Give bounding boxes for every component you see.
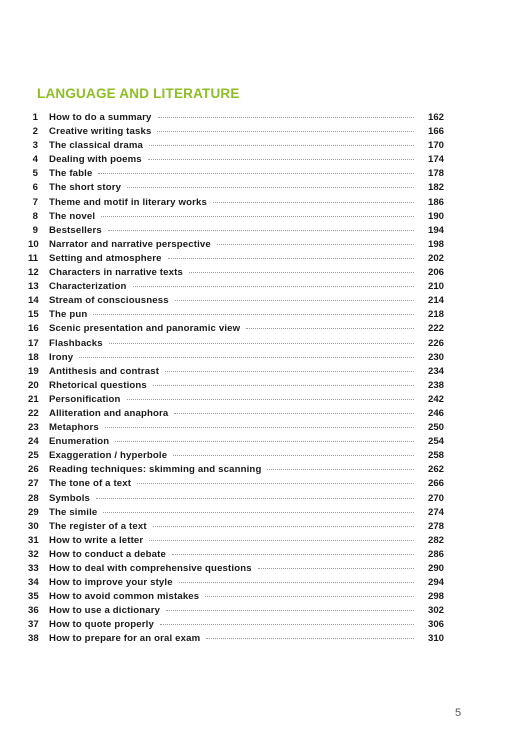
dot-leader	[115, 441, 414, 442]
toc-entry-page: 170	[427, 140, 444, 152]
dot-leader	[179, 582, 414, 583]
toc-entry-page: 178	[427, 168, 444, 180]
toc-entry-number: 20	[28, 379, 39, 391]
toc-entry-title: How to quote properly	[49, 619, 154, 631]
toc-entry-title: Enumeration	[49, 436, 110, 448]
dot-leader	[205, 596, 414, 597]
page-number: 5	[455, 707, 462, 719]
toc-entry-page: 162	[427, 112, 444, 123]
toc-entry-title: Dealing with poems	[49, 154, 142, 166]
toc-entry-page: 294	[427, 577, 444, 589]
toc-entry-page: 246	[427, 407, 444, 419]
toc-entry[interactable]	[28, 492, 444, 506]
toc-entry-number: 36	[28, 605, 39, 617]
toc-entry-title: How to conduct a debate	[49, 548, 166, 560]
toc-entry-number: 5	[32, 168, 38, 180]
toc-entry-title: The tone of a text	[49, 478, 132, 490]
toc-entry-title: Flashbacks	[49, 337, 103, 349]
toc-entry-number: 23	[28, 422, 39, 434]
toc-entry-page: 214	[427, 295, 444, 307]
toc-entry-page: 278	[427, 520, 444, 532]
toc-entry-title: Alliteration and anaphora	[49, 407, 169, 419]
toc-entry-page: 250	[427, 422, 444, 434]
toc-entry-page: 302	[427, 605, 444, 617]
toc-entry-title: The simile	[49, 506, 98, 518]
dot-leader	[160, 624, 414, 625]
toc-entry-title: How to avoid common mistakes	[49, 591, 200, 603]
toc-entry[interactable]	[28, 322, 444, 336]
toc-entry-page: 262	[427, 464, 444, 476]
dot-leader	[213, 202, 414, 203]
toc-entry-number: 12	[28, 267, 39, 279]
toc-entry[interactable]	[28, 111, 444, 125]
dot-leader	[153, 385, 414, 386]
dot-leader	[174, 413, 414, 414]
toc-entry-page: 242	[427, 393, 444, 405]
toc-entry-title: The fable	[49, 168, 93, 180]
toc-entry-title: Personification	[49, 393, 121, 405]
dot-leader	[133, 286, 414, 287]
dot-leader	[189, 272, 414, 273]
toc-entry-page: 258	[427, 450, 444, 462]
toc-entry-title: Bestsellers	[49, 224, 102, 236]
dot-leader	[166, 610, 414, 611]
toc-entry-title: How to prepare for an oral exam	[49, 633, 201, 645]
toc-entry-page: 306	[427, 619, 444, 631]
dot-leader	[127, 187, 414, 188]
toc-entry[interactable]	[28, 562, 444, 576]
toc-entry-number: 4	[32, 154, 38, 166]
toc-entry-title: How to improve your style	[49, 577, 173, 589]
section-title: LANGUAGE AND LITERATURE	[37, 86, 240, 101]
toc-entry-number: 27	[28, 478, 39, 490]
dot-leader	[267, 469, 414, 470]
toc-entry-title: How to use a dictionary	[49, 605, 161, 617]
toc-entry[interactable]	[28, 520, 444, 534]
toc-entry-page: 166	[427, 126, 444, 138]
dot-leader	[258, 568, 414, 569]
toc-entry[interactable]	[28, 125, 444, 139]
toc-entry-title: How to do a summary	[49, 112, 152, 123]
toc-entry[interactable]	[28, 435, 444, 449]
dot-leader	[168, 258, 414, 259]
dot-leader	[172, 554, 414, 555]
toc-entry-title: The register of a text	[49, 520, 147, 532]
toc-entry[interactable]	[28, 506, 444, 520]
dot-leader	[148, 159, 414, 160]
toc-entry-number: 8	[32, 210, 38, 222]
toc-entry[interactable]	[28, 238, 444, 252]
toc-entry-number: 33	[28, 563, 39, 574]
toc-entry-page: 290	[427, 563, 444, 574]
toc-entry-number: 6	[32, 182, 38, 194]
toc-entry-title: The classical drama	[49, 140, 144, 152]
toc-entry-page: 310	[427, 633, 444, 645]
dot-leader	[217, 244, 414, 245]
toc-entry[interactable]	[28, 181, 444, 195]
toc-entry-page: 274	[427, 506, 444, 518]
toc-entry[interactable]	[28, 548, 444, 562]
toc-entry-number: 25	[28, 450, 39, 462]
toc-entry-title: Rhetorical questions	[49, 379, 147, 391]
toc-entry-number: 24	[28, 436, 39, 448]
toc-entry[interactable]	[28, 407, 444, 421]
toc-entry-page: 218	[427, 309, 444, 321]
dot-leader	[127, 399, 414, 400]
dot-leader	[105, 427, 414, 428]
dot-leader	[109, 343, 414, 344]
dot-leader	[175, 300, 414, 301]
toc-entry[interactable]	[28, 153, 444, 167]
dot-leader	[149, 540, 414, 541]
toc-entry-number: 32	[28, 548, 39, 560]
dot-leader	[96, 498, 414, 499]
toc-entry[interactable]	[28, 449, 444, 463]
toc-entry-number: 28	[28, 492, 39, 504]
dot-leader	[149, 145, 414, 146]
toc-entry-number: 15	[28, 309, 39, 321]
toc-entry-title: Narrator and narrative perspective	[49, 238, 211, 250]
toc-entry-page: 298	[427, 591, 444, 603]
toc-entry[interactable]	[28, 337, 444, 351]
toc-entry-title: Setting and atmosphere	[49, 252, 162, 264]
toc-entry-title: The short story	[49, 182, 122, 194]
toc-entry-page: 270	[427, 492, 444, 504]
dot-leader	[103, 512, 414, 513]
toc-entry[interactable]	[28, 379, 444, 393]
toc-entry-title: The pun	[49, 309, 88, 321]
toc-entry[interactable]	[28, 294, 444, 308]
toc-entry-number: 31	[28, 534, 39, 546]
toc-entry[interactable]	[28, 632, 444, 646]
toc-entry-page: 222	[427, 323, 444, 335]
toc-entry[interactable]	[28, 365, 444, 379]
toc-entry-title: Stream of consciousness	[49, 295, 169, 307]
toc-entry-number: 30	[28, 520, 39, 532]
toc-entry[interactable]	[28, 167, 444, 181]
toc-entry[interactable]	[28, 604, 444, 618]
toc-entry[interactable]	[28, 590, 444, 604]
toc-entry-number: 1	[32, 112, 38, 123]
toc-entry-page: 174	[427, 154, 444, 166]
toc-entry-page: 186	[427, 196, 444, 208]
toc-entry-number: 38	[28, 633, 39, 645]
toc-entry-number: 18	[28, 351, 39, 363]
toc-entry-number: 13	[28, 281, 39, 293]
toc-entry-title: How to write a letter	[49, 534, 144, 546]
toc-entry-title: Antithesis and contrast	[49, 365, 160, 377]
toc-entry-number: 37	[28, 619, 39, 631]
toc-entry-number: 2	[32, 126, 38, 138]
toc-entry-page: 190	[427, 210, 444, 222]
toc-entry-page: 234	[427, 365, 444, 377]
toc-entry-number: 29	[28, 506, 39, 518]
toc-entry[interactable]	[28, 139, 444, 153]
dot-leader	[157, 131, 414, 132]
toc-entry[interactable]	[28, 393, 444, 407]
toc-entry-title: Metaphors	[49, 422, 99, 434]
toc-entry[interactable]	[28, 252, 444, 266]
toc-entry[interactable]	[28, 477, 444, 491]
toc-entry[interactable]	[28, 463, 444, 477]
toc-entry[interactable]	[28, 534, 444, 548]
toc-entry-number: 11	[28, 252, 39, 264]
dot-leader	[158, 117, 414, 118]
toc-entry-title: Symbols	[49, 492, 91, 504]
toc-entry-title: Characters in narrative texts	[49, 267, 183, 279]
toc-entry-number: 10	[28, 238, 39, 250]
toc-entry-page: 202	[427, 252, 444, 264]
toc-entry-page: 238	[427, 379, 444, 391]
toc-entry-title: The novel	[49, 210, 96, 222]
dot-leader	[173, 455, 414, 456]
toc-entry[interactable]	[28, 421, 444, 435]
toc-entry-page: 230	[427, 351, 444, 363]
toc-entry[interactable]	[28, 351, 444, 365]
toc-entry-page: 286	[427, 548, 444, 560]
toc-entry-number: 22	[28, 407, 39, 419]
toc-entry-page: 210	[427, 281, 444, 293]
toc-entry-page: 198	[427, 238, 444, 250]
toc-entry[interactable]	[28, 224, 444, 238]
toc-entry-number: 9	[32, 224, 38, 236]
toc-entry-title: Irony	[49, 351, 74, 363]
toc-entry-page: 182	[427, 182, 444, 194]
toc-entry-number: 14	[28, 295, 39, 307]
table-of-contents	[28, 111, 444, 647]
toc-entry-number: 3	[32, 140, 38, 152]
toc-entry-title: Scenic presentation and panoramic view	[49, 323, 241, 335]
toc-entry-title: Theme and motif in literary works	[49, 196, 207, 208]
dot-leader	[98, 173, 414, 174]
dot-leader	[79, 357, 414, 358]
toc-entry-number: 17	[28, 337, 39, 349]
toc-entry[interactable]	[28, 266, 444, 280]
toc-entry-title: How to deal with comprehensive questions	[49, 563, 252, 574]
toc-entry[interactable]	[28, 576, 444, 590]
toc-entry-page: 194	[427, 224, 444, 236]
toc-entry-number: 34	[28, 577, 39, 589]
toc-entry-number: 7	[32, 196, 38, 208]
dot-leader	[137, 483, 414, 484]
toc-entry-number: 26	[28, 464, 39, 476]
dot-leader	[108, 230, 414, 231]
toc-entry[interactable]	[28, 308, 444, 322]
dot-leader	[101, 216, 414, 217]
toc-entry-title: Characterization	[49, 281, 127, 293]
toc-entry-title: Reading techniques: skimming and scanning	[49, 464, 262, 476]
toc-entry[interactable]	[28, 196, 444, 210]
dot-leader	[153, 526, 414, 527]
toc-entry-page: 266	[427, 478, 444, 490]
dot-leader	[165, 371, 414, 372]
dot-leader	[93, 314, 414, 315]
toc-entry-page: 206	[427, 267, 444, 279]
toc-entry-title: Creative writing tasks	[49, 126, 152, 138]
toc-entry[interactable]	[28, 280, 444, 294]
toc-entry-page: 254	[427, 436, 444, 448]
toc-entry-page: 282	[427, 534, 444, 546]
toc-entry-page: 226	[427, 337, 444, 349]
toc-entry-number: 19	[28, 365, 39, 377]
dot-leader	[206, 638, 414, 639]
toc-entry[interactable]	[28, 618, 444, 632]
toc-entry-number: 16	[28, 323, 39, 335]
toc-entry-title: Exaggeration / hyperbole	[49, 450, 168, 462]
toc-entry-number: 35	[28, 591, 39, 603]
toc-entry[interactable]	[28, 210, 444, 224]
toc-entry-number: 21	[28, 393, 39, 405]
dot-leader	[246, 328, 414, 329]
